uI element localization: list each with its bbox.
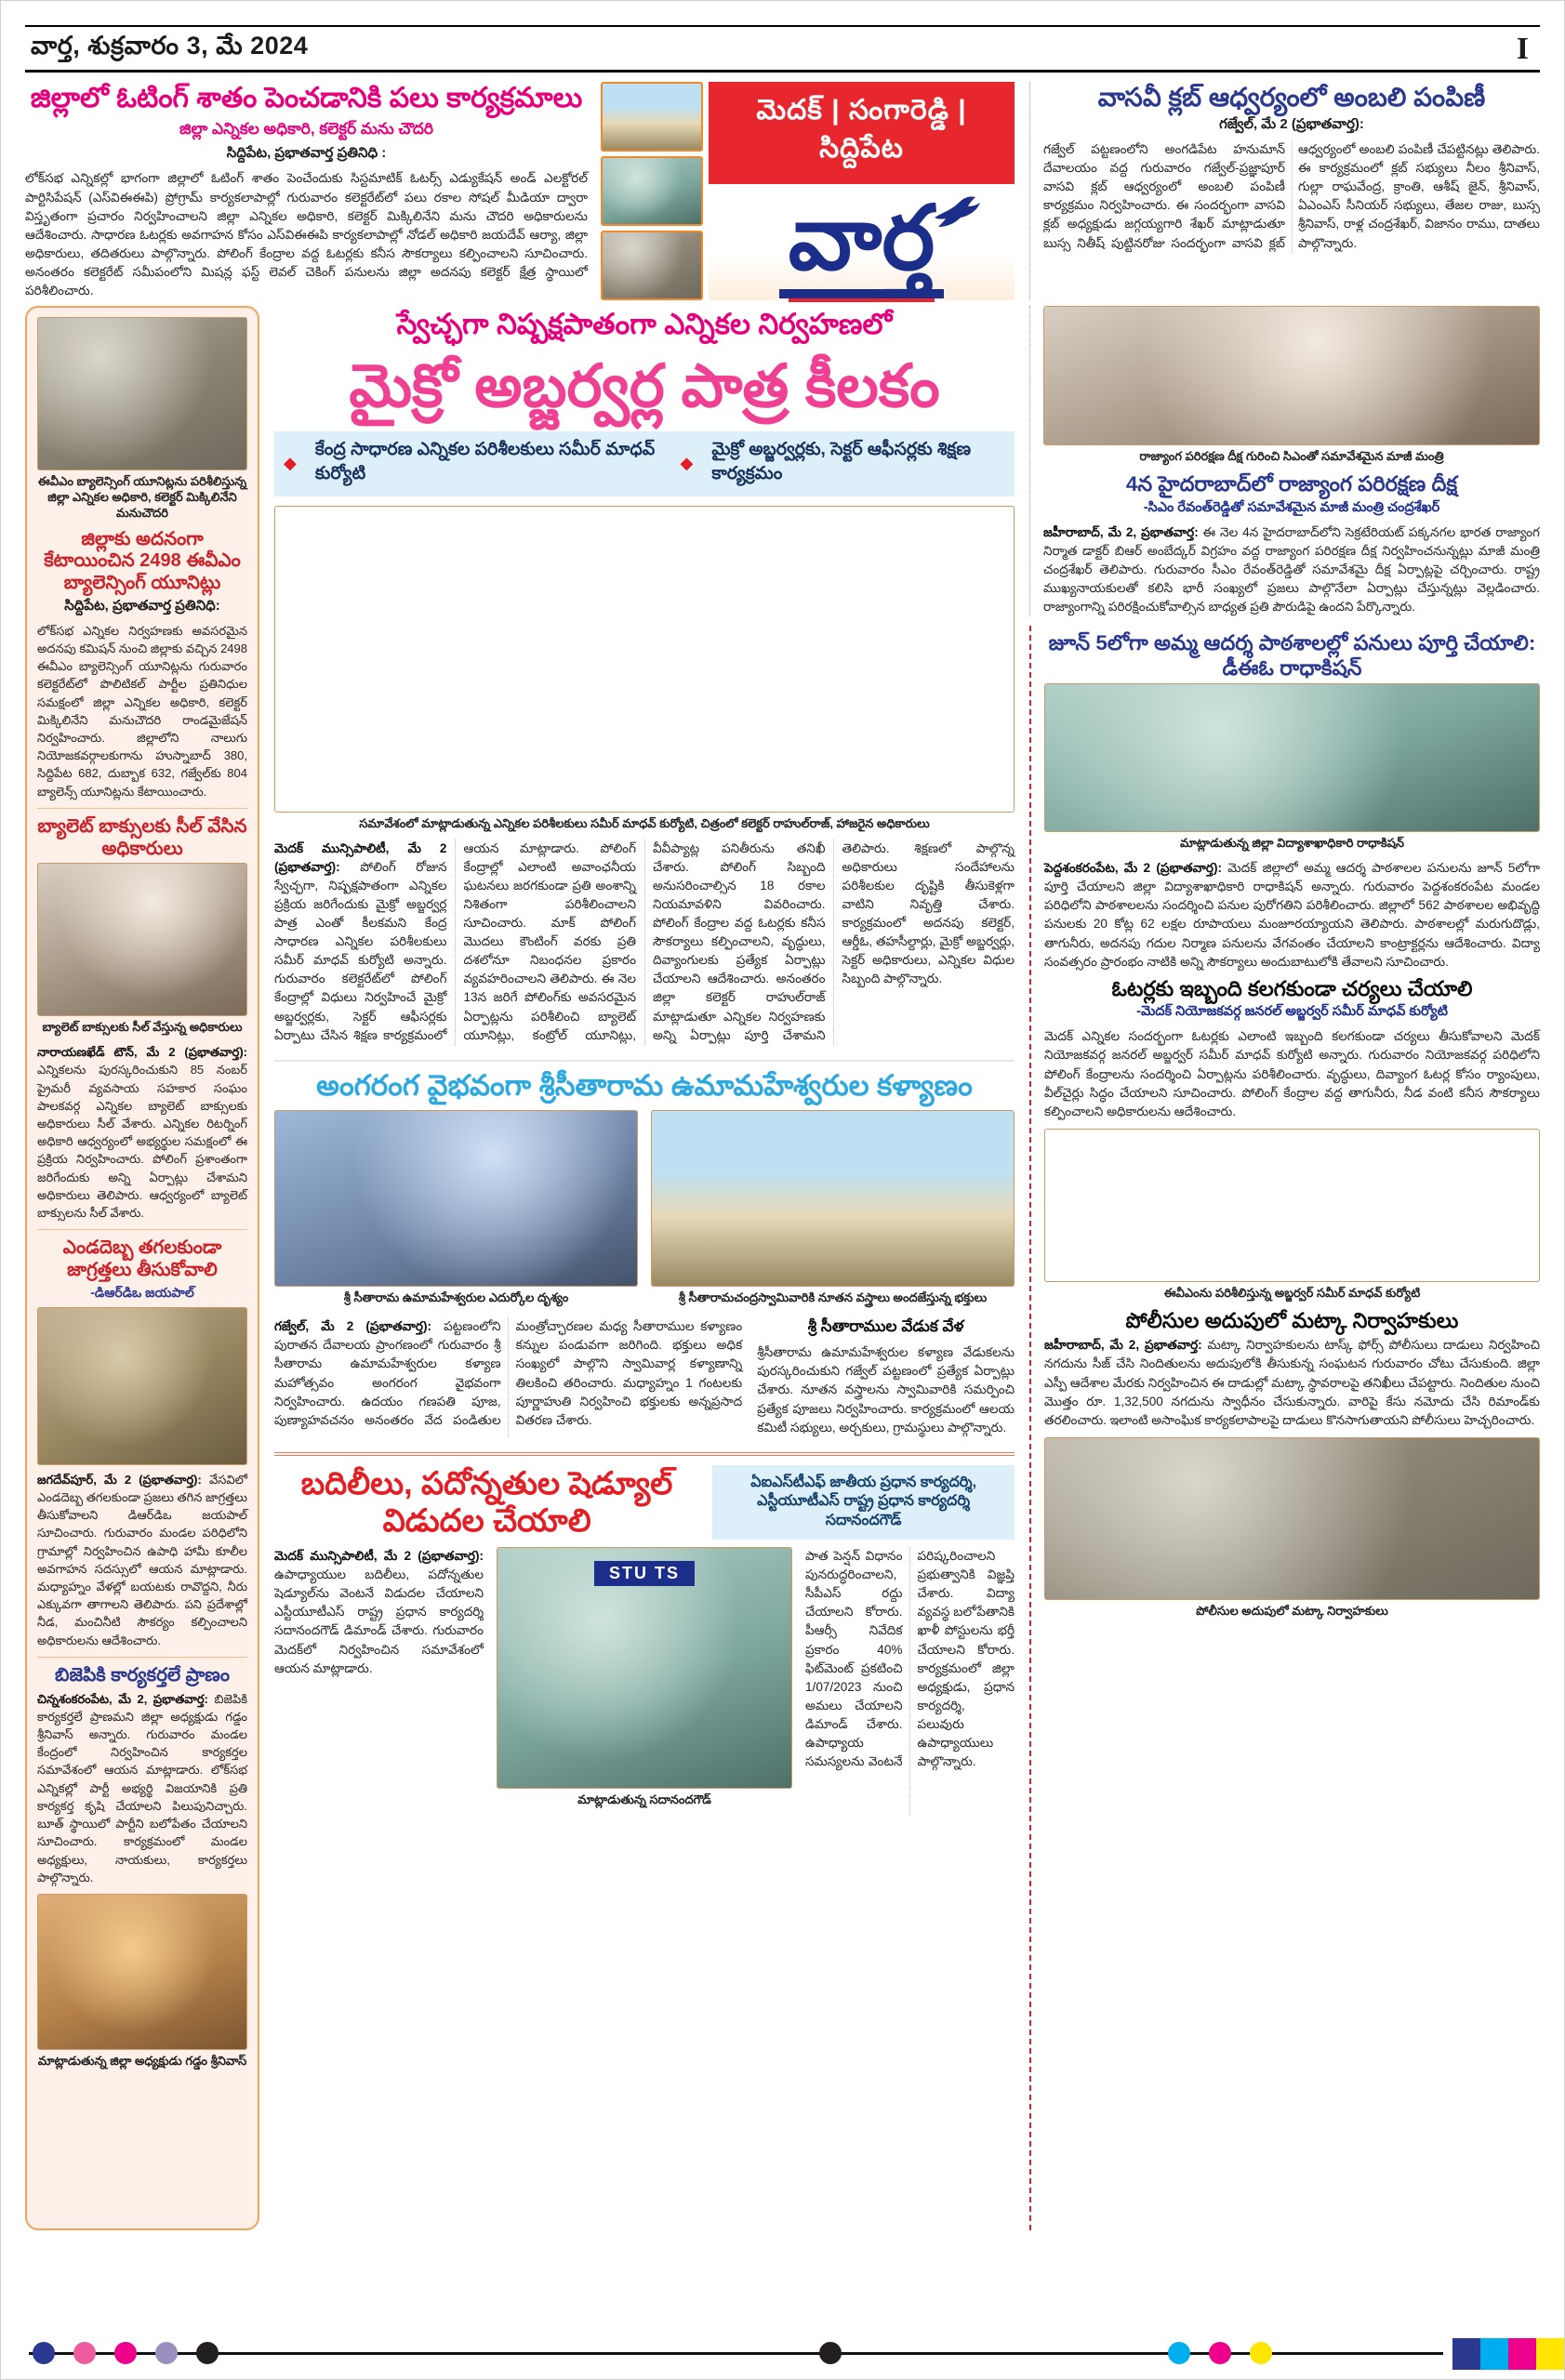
observer-evm-figure (1044, 1129, 1540, 1302)
headline: బ్యాలెట్ బాక్సులకు సీల్ వేసిన అధికారులు (37, 815, 247, 859)
headline: ఓటర్లకు ఇబ్బంది కలగకుండా చర్యలు చేయాలి (1111, 976, 1473, 1000)
fountain-photo (601, 156, 703, 226)
dateline: నారాయణఖేడ్ టౌన్, మే 2 (ప్రభాతవార్త): (37, 1045, 247, 1060)
right-rail-upper (1029, 306, 1540, 616)
article-body: జగదేవ్‌పూర్, మే 2 (ప్రభాతవార్త): వేసవిలో ఎండదెబ్బ తగలకుండా ప్రజలు తగిన జాగ్రత్తలు తీసుకోవాలని డిఆర్‌డిఒ జయపాల్ సూచించారు. గురువారం మండల పరిధిలోని గ్రామాల్లో నిర్వహించిన ఉపాధి హామీ కూలీల అవగాహన సదస్సులో ఆయన మాట్లాడారు. మధ్యాహ్నం వేళల్లో బయటకు రావొద్దని, నీరు ఎక్కువగా తాగాలని తెలిపారు. పని ప్రదేశాల్లో నీడ, మంచినీటి సౌకర్యం కల్పించాలని అధికారులను ఆదేశించారు. (37, 1472, 247, 1647)
registration-dot-cyan (1168, 2342, 1190, 2364)
dove-icon (931, 193, 981, 235)
article-matka-arrests (1044, 1309, 1540, 1620)
kalyanam-figure-1 (274, 1110, 638, 1314)
photo-caption: ఈవీఎంను పరిశీలిస్తున్న అబ్జర్వర్ సమీర్ మాధవ్ కుర్యోటి (1163, 1285, 1421, 1300)
stu-meeting-figure (497, 1547, 792, 1816)
registration-bar (1, 2338, 1564, 2370)
cm-meeting-figure (1043, 306, 1540, 465)
left-rail (25, 306, 259, 2230)
nameplate-photo-stack (601, 82, 703, 300)
dateline: మెదక్ మున్సిపాలిటీ, మే 2 (ప్రభాతవార్త): (274, 840, 447, 874)
training-meeting-figure (274, 506, 1015, 832)
edition-line: వార్త, శుక్రవారం 3, మే 2024 (31, 32, 309, 60)
article-body: జహీరాబాద్, మే 2, ప్రభాతవార్త: ఈ నెల 4న హైదరాబాద్‌లోని సెక్రటేరియట్ పక్కనగల భారత రాజ్యాంగ నిర్మాత డాక్టర్ బిఆర్ అంబేద్కర్ విగ్రహం వద్ద రాజ్యాంగ పరిరక్షణ దీక్ష నిర్వహించనున్నట్లు మాజీ మంత్రి చంద్రశేఖర్ తెలిపారు. గురువారం సీఎం రేవంత్‌రెడ్డితో సమావేశమై దీక్ష ఏర్పాట్లపై చర్చించారు. రాష్ట్ర ముఖ్యనాయకులతో కలిసి భారీ సంఖ్యలో ప్రజలు పాల్గొనేలా ఏర్పాట్లు చేస్తున్నట్లు వెల్లడించారు. రాజ్యాంగాన్ని పరిరక్షించుకోవాల్సిన బాధ్యత ప్రతి పౌరుడిపై ఉందని పేర్కొన్నారు. (1043, 524, 1540, 615)
right-rail-lower (1029, 626, 1540, 2230)
training-meeting-photo (274, 506, 1015, 813)
dateline: సిద్దిపేట, ప్రభాతవార్త ప్రతినిధి : (226, 145, 387, 162)
headline: ఎండదెబ్బ తగలకుండా జాగ్రత్తలు తీసుకోవాలి (62, 1237, 222, 1280)
top-band-row (1, 73, 1564, 300)
dateline: చిన్నశంకరంపేట, మే 2, ప్రభాతవార్త: (37, 1691, 208, 1706)
article-body: జహీరాబాద్, మే 2, ప్రభాతవార్త: మట్కా నిర్వాహకులను టాస్క్ ఫోర్స్ పోలీసులు దాడులు నిర్వహించి నగదును సీజ్ చేసి నిందితులను అదుపులోకి తీసుకున్న సంఘటన గురువారం చోటు చేసుకుంది. జిల్లా ఎస్పీ ఆదేశాల మేరకు నిర్వహించిన ఈ దాడుల్లో మట్కా స్థావరాలపై తనిఖీలు చేపట్టారు. నిందితుల నుంచి మొత్తం రూ. 1,32,500 నగదును స్వాధీనం చేసుకున్నారు. వారిపై కేసు నమోదు చేసి రిమాండ్‌కు తరలించారు. ఇలాంటి అసాంఘిక కార్యకలాపాలపై దాడులు కొనసాగుతాయని పోలీసులు హెచ్చరించారు. (1044, 1338, 1540, 1427)
photo-caption: శ్రీ సీతారామచంద్రస్వామివారికి నూతన వస్త్రాలు అందజేస్తున్న భక్తులు (678, 1290, 988, 1305)
registration-dot-black (819, 2342, 842, 2364)
article-evm-allocation (37, 317, 247, 809)
registration-dot-purple (155, 2342, 178, 2364)
photo-caption: బ్యాలెట్ బాక్సులకు సీల్ వేస్తున్న అధికారులు (42, 1020, 243, 1035)
registration-dot-black (196, 2342, 219, 2364)
photo-caption: మాట్లాడుతున్న సదానందగౌడ్ (577, 1792, 711, 1806)
calibration-block-cyan (1480, 2338, 1508, 2370)
observer-evm-photo (1044, 1129, 1540, 1282)
kalyanam-body (274, 1317, 1015, 1437)
crowd-photo (37, 1307, 247, 1465)
headline: బదిలీలు, పదోన్నతుల షెడ్యూల్ విడుదల చేయాలి (300, 1465, 673, 1539)
registration-dot-magenta (114, 2342, 137, 2364)
cm-meeting-photo (1043, 306, 1540, 445)
headline: పోలీసుల అదుపులో మట్కా నిర్వాహకులు (1125, 1308, 1459, 1332)
article-body: లోక్‌సభ ఎన్నికల నిర్వహణకు అవసరమైన అదనపు కమిషన్ నుంచి జిల్లాకు వచ్చిన 2498 ఈవీఎం బ్యాలెన్సింగ్ యూనిట్లను గురువారం కలెక్టరేట్‌లో పొలిటికల్ పార్టీల ప్రతినిధుల సమక్షంలో జిల్లా ఎన్నికల అధికారి, కలెక్టర్ మిక్కిలినేని మనుచౌదరి రాండమైజేషన్ నిర్వహించారు. జిల్లాలోని నాలుగు నియోజకవర్గాలకుగాను హుస్నాబాద్ 380, సిద్దిపేట 682, దుబ్బాక 632, గజ్వేల్‌కు 804 బ్యాలెన్స్ యూనిట్లను కేటాయించారు. (37, 623, 247, 799)
photo-caption: పోలీసుల అదుపులో మట్కా నిర్వాహకులు (1196, 1603, 1388, 1618)
color-calibration-blocks (1452, 2338, 1564, 2370)
bjp-group-figure (37, 1894, 247, 2069)
matka-custody-photo (1044, 1437, 1540, 1600)
matka-custody-figure (1044, 1437, 1540, 1620)
article-body: గజ్వేల్, మే 2 (ప్రభాతవార్త): పట్టణంలోని పురాతన దేవాలయ ప్రాంగణంలో గురువారం శ్రీ సీతారామ ఉమామహేశ్వరుల కళ్యాణ మహోత్సవం అంగరంగ వైభవంగా నిర్వహించారు. ఉదయం గణపతి పూజ, పుణ్యాహవచనం అనంతరం వేద పండితుల మంత్రోచ్ఛారణల మధ్య సీతారాముల కళ్యాణం కన్నుల పండువగా జరిగింది. భక్తులు అధిక సంఖ్యలో పాల్గొని స్వామివార్ల కళ్యాణాన్ని తిలకించి తరించారు. మధ్యాహ్నం 1 గంటలకు పూర్ణాహుతి నిర్వహించి భక్తులకు అన్నప్రసాద వితరణ చేశారు. (274, 1319, 743, 1427)
article-body: గజ్వేల్ పట్టణంలోని అంగడిపేట హనుమాన్ దేవాలయం వద్ద గురువారం గజ్వేల్-ప్రజ్ఞాపూర్ వాసవి క్లబ్ ఆధ్వర్యంలో అంబలి పంపిణీ కార్యక్రమం నిర్వహించారు. ఈ సందర్భంగా వాసవి క్లబ్ అధ్యక్షుడు జగ్గయ్యగారి శేఖర్ మాట్లాడుతూ బుస్స నితీష్ పుట్టినరోజు సందర్భంగా వాసవి క్లబ్ ఆధ్వర్యంలో అంబలి పంపిణీ చేపట్టినట్లు తెలిపారు. ఈ కార్యక్రమంలో క్లబ్ సభ్యులు నీలం శ్రీనివాస్, గుల్లా రాఘవేంద్ర, క్రాంతి, ఆశీష్ జైన్, శ్రీనివాస్, ఏఎంఎస్ సీనియర్ సభ్యులు, తేజల రాజు, బుస్స శ్రీనివాస్, రాళ్ల చంద్రశేఖర్, విజానం రాము, దాతలు పాల్గొన్నారు. (1043, 142, 1540, 250)
calibration-block-navy (1452, 2338, 1480, 2370)
kalyanam-figure-2 (651, 1110, 1015, 1314)
dateline: పెద్దశంకరంపేట, మే 2 (ప్రభాతవార్త): (1044, 861, 1223, 876)
registration-dot-magenta (1209, 2342, 1231, 2364)
dateline: జహీరాబాద్, మే 2, ప్రభాతవార్త: (1044, 1338, 1202, 1353)
article-body: లోక్‌సభ ఎన్నికల్లో భాగంగా జిల్లాలో ఓటింగ్ శాతం పెంచేందుకు సిస్టమాటిక్ ఓటర్స్ ఎడ్యుకేషన్ అండ్ ఎలక్టోరల్ పార్టిసిపేషన్ (ఎస్‌విఈఈపి) ప్రోగ్రామ్ కార్యకలాపాల్లో గురువారం కలెక్టరేట్‌లో పలు రకాల సోషల్ మీడియా ద్వారా విస్తృతంగా ప్రచారం నిర్వహించాలని జిల్లా ఎన్నికల అధికారి, కలెక్టర్ మిక్కిలినేని మను చౌదరి అధికారులను ఆదేశించారు. సాధారణ ఓటర్లకు అవగాహన కోసం ఎస్‌విఈఈపి కార్యకలాపాల్లో నోడల్ అధికారి జయదేవ్ ఆర్యా, జిల్లా అధికారులు, తదితరులు పాల్గొన్నారు. పోలింగ్ కేంద్రాల వద్ద ఓటర్లకు కనీస సౌకర్యాలు కల్పించాలని సూచించారు. అనంతరం కలెక్టరేట్ సమీపంలోని మిషన్ల ఫస్ట్ లెవల్ చెకింగ్ పనులను జిల్లా అదనపు కలెక్టర్ క్షేత్ర స్థాయిలో పరిశీలించారు. (25, 171, 588, 298)
diamond-icon: ◆ (680, 454, 694, 473)
center-column (274, 306, 1015, 2230)
kicker: స్వేచ్ఛగా నిష్పక్షపాతంగా ఎన్నికల నిర్వహణలో (396, 308, 893, 341)
stu-banner-text: STU TS (594, 1561, 695, 1586)
deo-speech-figure (1044, 683, 1540, 852)
nameplate (601, 82, 1015, 300)
subhead: జిల్లా ఎన్నికల అధికారి, కలెక్టర్ మను చౌదరి (179, 120, 433, 139)
article-ballot-seal (37, 816, 247, 1230)
inner-subhead: శ్రీ సీతారాముల వేడుక వేళ (807, 1317, 964, 1336)
photo-caption: ఈవీఎం బ్యాలెన్సింగ్ యూనిట్లను పరిశీలిస్తున్న జిల్లా ఎన్నికల అధికారి, కలెక్టర్ మిక్కిలినేని మనుచౌదరి (37, 474, 247, 520)
logo-block (709, 184, 1015, 300)
evm-warehouse-photo (37, 317, 247, 470)
church-tower-photo (601, 231, 703, 300)
registration-dot-pink (73, 2342, 96, 2364)
temple-photo (601, 82, 703, 152)
registration-dots-right (1168, 2342, 1272, 2364)
right-rail (1029, 306, 1540, 2230)
article-body: మెదక్ ఎన్నికల సందర్భంగా ఓటర్లకు ఎలాంటి ఇబ్బంది కలగకుండా చర్యలు తీసుకోవాలని మెదక్ నియోజకవర్గ జనరల్ అబ్జర్వర్ సమీర్ మాధవ్ కుర్యోటి అన్నారు. గురువారం నియోజకవర్గ పరిధిలోని పోలింగ్ కేంద్రాలను సందర్శించి ఏర్పాట్లను పరిశీలించారు. వృద్ధులు, దివ్యాంగ ఓటర్ల కోసం ర్యాంపులు, వీల్‌చైర్లు సిద్ధం చేయాలని సూచించారు. పోలింగ్ కేంద్రాల వద్ద తాగునీరు, నీడ వంటి కనీస సౌకర్యాలు కల్పించాలని అధికారులను ఆదేశించారు. (1044, 1029, 1540, 1118)
headline: జూన్ 5లోగా అమ్మ ఆదర్శ పాఠశాలల్లో పనులు పూర్తి చేయాలి: డీఈఓ రాధాకిషన్ (1048, 631, 1536, 680)
kalyanam-section (274, 1060, 1015, 1437)
transfers-head-row (274, 1465, 1015, 1540)
headline: జిల్లాలో ఓటింగ్ శాతం పెంచడానికి పలు కార్యక్రమాలు (30, 83, 583, 113)
headline: అంగరంగ వైభవంగా శ్రీసీతారామ ఉమామహేశ్వరుల కళ్యాణం (316, 1068, 973, 1102)
districts-banner: మెదక్ | సంగారెడ్డి | సిద్దిపేట (709, 82, 1015, 184)
transfers-section (274, 1452, 1015, 1816)
article-body: పెద్దశంకరంపేట, మే 2 (ప్రభాతవార్త): మెదక్ జిల్లాలో అమ్మ ఆదర్శ పాఠశాలల పనులను జూన్ 5లోగా పూర్తి చేయాలని జిల్లా విద్యాశాఖాధికారి రాధాకిషన్ అన్నారు. గురువారం పెద్దశంకరంపేట మండల పరిధిలోని పాఠశాలలను సందర్శించి పనుల పురోగతిని పరిశీలించారు. జిల్లాలో 562 పాఠశాలల అభివృద్ధి పనులకు 20 కోట్ల 62 లక్షల రూపాయలు మంజూరయ్యాయని తెలిపారు. పాఠశాలల్లో మరుగుదొడ్లు, తాగునీరు, అదనపు గదుల నిర్మాణ పనులను వేగవంతం చేయాలని కాంట్రాక్టర్లను ఆదేశించారు. విద్యా సంవత్సరం ప్రారంభం నాటికి అన్ని సౌకర్యాలు అందుబాటులోకి తేవాలని సూచించారు. (1044, 861, 1541, 969)
dateline: జహీరాబాద్, మే 2, ప్రభాతవార్త: (1043, 524, 1199, 539)
article-body: పాత పెన్షన్ విధానం పునరుద్ధరించాలని, సీపీఎస్ రద్దు చేయాలని కోరారు. పీఆర్సీ నివేదిక ప్రకారం 40% ఫిట్‌మెంట్ ప్రకటించి 1/07/2023 నుంచి అమలు చేయాలని డిమాండ్ చేశారు. ఉపాధ్యాయ సమస్యలను వెంటనే పరిష్కరించాలని ప్రభుత్వానికి విజ్ఞప్తి చేశారు. విద్యా వ్యవస్థ బలోపేతానికి ఖాళీ పోస్టులను భర్తీ చేయాలని కోరారు. కార్యక్రమంలో జిల్లా అధ్యక్షుడు, ప్రధాన కార్యదర్శి, పలువురు ఉపాధ్యాయులు పాల్గొన్నారు. (805, 1549, 1015, 1769)
side-note: ఏఐఎస్‌టీఎఫ్ జాతీయ ప్రధాన కార్యదర్శి, ఎస్టీయూటీఎస్ రాష్ట్ర ప్రధాన కార్యదర్శి సదానందగౌడ్ (712, 1465, 1015, 1540)
stu-meeting-photo (497, 1547, 792, 1789)
article-bjp-workers (37, 1665, 247, 2084)
registration-dots-left (33, 2342, 219, 2364)
main-story (274, 308, 1015, 1045)
headline: జిల్లాకు అదనంగా కేటాయించిన 2498 ఈవీఎం బ్యాలెన్సింగ్ యూనిట్లు (44, 528, 241, 594)
bullet-subhead: మైక్రో అబ్జర్వర్లకు, సెక్టర్ ఆఫీసర్లకు శిక్షణ కార్యక్రమం (711, 439, 972, 483)
photo-caption: సమావేశంలో మాట్లాడుతున్న ఎన్నికల పరిశీలకులు సమీర్ మాధవ్ కుర్యోటి, చిత్రంలో కలెక్టర్ రాహుల్‌రాజ్, హాజరైన అధికారులు (359, 815, 930, 830)
subhead: -మెదక్ నియోజకవర్గ జనరల్ అబ్జర్వర్ సమీర్ మాధవ్ కుర్యోటి (1136, 1004, 1448, 1020)
kalyanam-photo-1 (274, 1110, 638, 1287)
crowd-figure (37, 1307, 247, 1465)
evm-warehouse-figure (37, 317, 247, 522)
main-row (1, 300, 1564, 2230)
headline: 4న హైదరాబాద్‌లో రాజ్యాంగ పరిరక్షణ దీక్ష (1125, 472, 1458, 496)
article-voter-facilities (1044, 977, 1540, 1121)
main-headline: మైక్రో అబ్జర్వర్ల పాత్ర కీలకం (349, 352, 940, 420)
calibration-block-magenta (1508, 2338, 1536, 2370)
dateline: సిద్దిపేట, ప్రభాతవార్త ప్రతినిధి: (64, 597, 220, 614)
kalyanam-photos (274, 1110, 1015, 1314)
registration-dot-yellow (1250, 2342, 1272, 2364)
dateline: మెదక్ మున్సిపాలిటీ, మే 2 (ప్రభాతవార్త): (274, 1549, 484, 1563)
article-body: శ్రీసీతారామ ఉమామహేశ్వరుల కళ్యాణ వేడుకలను పురస్కరించుకుని గజ్వేల్ పట్టణంలో ప్రత్యేక ఏర్పాట్లు చేశారు. నూతన వస్త్రాలను స్వామివారికి సమర్పించి ప్రత్యేక పూజలు నిర్వహించారు. కార్యక్రమంలో ఆలయ కమిటీ సభ్యులు, అర్చకులు, గ్రామస్థులు పాల్గొన్నారు. (757, 1345, 1015, 1435)
article-body: మెదక్ మున్సిపాలిటీ, మే 2 (ప్రభాతవార్త): పోలింగ్ రోజున స్వేచ్ఛగా, నిష్పక్షపాతంగా ఎన్నికల ప్రక్రియ జరిగేందుకు మైక్రో అబ్జర్వర్ల పాత్ర ఎంతో కీలకమని కేంద్ర సాధారణ ఎన్నికల పరిశీలకులు సమీర్ మాధవ్ కుర్యోటి అన్నారు. గురువారం కలెక్టరేట్‌లో పోలింగ్ కేంద్రాల్లో విధులు నిర్వహించే మైక్రో అబ్జర్వర్లకు, సెక్టర్ ఆఫీసర్లకు ఏర్పాటు చేసిన శిక్షణ కార్యక్రమంలో ఆయన మాట్లాడారు. పోలింగ్ కేంద్రాల్లో ఎలాంటి అవాంఛనీయ ఘటనలు జరగకుండా ప్రతి అంశాన్ని నిశితంగా పరిశీలించాలని సూచించారు. మాక్ పోలింగ్ మొదలు కౌంటింగ్ వరకు ప్రతి దశలోనూ నిబంధనల ప్రకారం వ్యవహరించాలని తెలిపారు. ఈ నెల 13న జరిగే పోలింగ్‌కు అవసరమైన ఏర్పాట్లను పరిశీలించి బ్యాలెట్ యూనిట్లు, కంట్రోల్ యూనిట్లు, వీవీప్యాట్ల పనితీరును తనిఖీ చేశారు. పోలింగ్ సిబ్బంది అనుసరించాల్సిన 18 రకాల నియమావళిని వివరించారు. పోలింగ్ కేంద్రాల వద్ద ఓటర్లకు కనీస సౌకర్యాలు కల్పించాలని, వృద్ధులు, దివ్యాంగులకు ప్రత్యేక ఏర్పాట్లు చేయాలని ఆదేశించారు. అనంతరం జిల్లా కలెక్టర్ రాహుల్‌రాజ్ మాట్లాడుతూ ఎన్నికల నిర్వహణకు అన్ని ఏర్పాట్లు పూర్తి చేశామని తెలిపారు. శిక్షణలో పాల్గొన్న అధికారులు సందేహాలను పరిశీలకుల దృష్టికి తీసుకెళ్లగా వాటిని నివృత్తి చేశారు. కార్యక్రమంలో అదనపు కలెక్టర్, ఆర్డీఓ, తహసీల్దార్లు, మైక్రో అబ్జర్వర్లు, సెక్టర్ అధికారులు, ఎన్నికల విధుల సిబ్బంది పాల్గొన్నారు. (274, 840, 1015, 1042)
article-voting-percentage (25, 82, 588, 300)
kalyanam-photo-2 (651, 1110, 1015, 1287)
dateline: గజ్వేల్, మే 2 (ప్రభాతవార్త): (1219, 116, 1364, 133)
registration-dots-center (819, 2342, 842, 2364)
article-constitution-deeksha (1043, 472, 1540, 616)
article-heat-precautions (37, 1237, 247, 1658)
masthead-bar (25, 25, 1540, 73)
top-band (25, 82, 1015, 300)
deo-speech-photo (1044, 683, 1540, 832)
article-vasavi-club (1029, 82, 1540, 300)
article-school-works (1044, 631, 1540, 972)
calibration-block-yellow (1536, 2338, 1564, 2370)
newspaper-logo: వార్త (779, 194, 945, 298)
headline: వాసవీ క్లబ్ ఆధ్వర్యంలో అంబలి పంపిణీ (1097, 83, 1486, 112)
kalyanam-side (757, 1317, 1015, 1437)
photo-caption: మాట్లాడుతున్న జిల్లా అధ్యక్షుడు గడ్డం శ్రీనివాస్ (37, 2054, 247, 2069)
article-body: నారాయణఖేడ్ టౌన్, మే 2 (ప్రభాతవార్త): ఎన్నికలను పురస్కరించుకుని 85 నంబర్ ప్రైమరీ వ్యవసాయ సహకార సంఘం పాలకవర్గ ఎన్నికల బ్యాలెట్ బాక్సులకు అధికారులు సీల్ వేశారు. ఎన్నికల రిటర్నింగ్ అధికారి ఆధ్వర్యంలో అభ్యర్థుల సమక్షంలో ఈ ప్రక్రియ నిర్వహించారు. పోలింగ్ ప్రశాంతంగా జరిగేందుకు అన్ని ఏర్పాట్లు చేశామని అధికారులు తెలిపారు. ఆధ్వర్యంలో బ్యాలెట్ బాక్సులను సీల్ వేశారు. (37, 1045, 247, 1221)
article-body: మెదక్ మున్సిపాలిటీ, మే 2 (ప్రభాతవార్త): ఉపాధ్యాయుల బదిలీలు, పదోన్నతుల షెడ్యూల్‌ను వెంటనే విడుదల చేయాలని ఎస్టీయూటీఎస్ రాష్ట్ర ప్రధాన కార్యదర్శి సదానందగౌడ్ డిమాండ్ చేశారు. గురువారం మెదక్‌లో నిర్వహించిన సమావేశంలో ఆయన మాట్లాడారు. (274, 1549, 484, 1675)
bullet-subhead: కేంద్ర సాధారణ ఎన్నికల పరిశీలకులు సమీర్ మాధవ్ కుర్యోటి (314, 439, 656, 483)
subhead: -సిఎం రేవంత్‌రెడ్డితో సమావేశమైన మాజీ మంత్రి చంద్రశేఖర్ (1143, 499, 1440, 515)
transfers-body-row (274, 1547, 1015, 1816)
ballot-seal-photo (37, 863, 247, 1016)
headline: బిజెపికి కార్యకర్తలే ప్రాణం (55, 1664, 230, 1686)
nameplate-right (709, 82, 1015, 300)
subhead-bullet-bar (274, 431, 1015, 496)
photo-caption: మాట్లాడుతున్న జిల్లా విద్యాశాఖాధికారి రాధాకిషన్ (1179, 836, 1405, 851)
photo-caption: రాజ్యాంగ పరిరక్షణ దీక్ష గురించి సిఎంతో సమావేశమైన మాజీ మంత్రి (1139, 449, 1444, 464)
byline: -డిఆర్‌డిఒ జయపాల్ (90, 1284, 194, 1300)
registration-dot-blue (33, 2342, 55, 2364)
ballot-seal-figure (37, 863, 247, 1036)
dateline: జగదేవ్‌పూర్, మే 2 (ప్రభాతవార్త): (37, 1472, 202, 1487)
article-body: చిన్నశంకరంపేట, మే 2, ప్రభాతవార్త: బిజెపికి కార్యకర్తలే ప్రాణమని జిల్లా అధ్యక్షుడు గడ్డం శ్రీనివాస్ అన్నారు. గురువారం మండల కేంద్రంలో నిర్వహించిన కార్యకర్తల సమావేశంలో ఆయన మాట్లాడారు. లోక్‌సభ ఎన్నికల్లో పార్టీ అభ్యర్థి విజయానికి ప్రతి కార్యకర్త కృషి చేయాలని పిలుపునిచ్చారు. బూత్ స్థాయిలో పార్టీని బలోపేతం చేయాలని సూచించారు. కార్యక్రమంలో మండల అధ్యక్షులు, నాయకులు, కార్యకర్తలు పాల్గొన్నారు. (37, 1691, 247, 1884)
bjp-group-photo (37, 1894, 247, 2050)
dateline: గజ్వేల్, మే 2 (ప్రభాతవార్త): (274, 1319, 432, 1334)
diamond-icon: ◆ (284, 454, 297, 473)
page-number: I (1516, 32, 1529, 66)
photo-caption: శ్రీ సీతారామ ఉమామహేశ్వరుల ఎదుర్కోల దృశ్యం (343, 1290, 569, 1305)
